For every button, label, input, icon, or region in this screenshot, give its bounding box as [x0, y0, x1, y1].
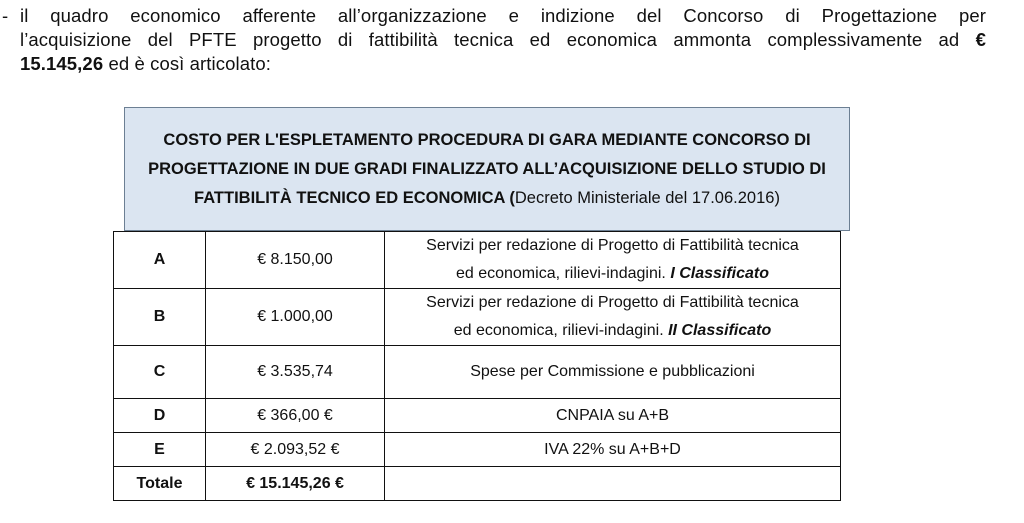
bullet-marker: - [2, 5, 9, 26]
table-row [114, 433, 841, 467]
row-id: B [114, 289, 206, 346]
intro-line-1: il quadro economico afferente all’organizzazione e indizione del Concorso di Progettazione per [20, 5, 986, 26]
desc-line-2: ed economica, rilievi-indagini. [455, 265, 666, 282]
intro-line-2-text: l’acquisizione del PFTE progetto di fattibilità tecnica ed economica ammonta complessivamente ad [20, 29, 960, 50]
desc-line-2: ed economica, rilievi-indagini. [453, 322, 664, 339]
row-description: IVA 22% su A+B+D [385, 433, 841, 467]
header-line-3-text: FATTIBILITÀ TECNICO ED ECONOMICA ( [194, 189, 515, 207]
row-description: Spese per Commissione e pubblicazioni [385, 346, 841, 399]
row-amount: € 366,00 € [206, 399, 385, 433]
total-amount: 15.145,26 [20, 53, 104, 74]
row-description [385, 232, 841, 289]
header-line-2: PROGETTAZIONE IN DUE GRADI FINALIZZATO ALL’ACQUISIZIONE DELLO STUDIO DI [148, 160, 826, 178]
table-row-total [114, 467, 841, 501]
total-label: Totale [114, 467, 206, 501]
row-id: D [114, 399, 206, 433]
table-row [114, 289, 841, 346]
desc-emphasis: I Classificato [670, 265, 770, 282]
desc-emphasis: II Classificato [668, 322, 772, 339]
total-description [385, 467, 841, 501]
row-id: C [114, 346, 206, 399]
table-row [114, 399, 841, 433]
intro-line-3 [20, 52, 986, 76]
row-amount: € 8.150,00 [206, 232, 385, 289]
header-line-1: COSTO PER L'ESPLETAMENTO PROCEDURA DI GARA MEDIANTE CONCORSO DI [163, 131, 811, 149]
row-amount: € 2.093,52 € [206, 433, 385, 467]
cost-table [113, 231, 841, 501]
desc-line-1: Servizi per redazione di Progetto di Fattibilità tecnica [426, 294, 799, 311]
table-row [114, 346, 841, 399]
intro-line-2 [20, 28, 986, 52]
row-description [385, 289, 841, 346]
total-value: € 15.145,26 € [206, 467, 385, 501]
table-row [114, 232, 841, 289]
table-header-box [124, 107, 850, 231]
intro-paragraph [2, 4, 986, 76]
row-id: A [114, 232, 206, 289]
euro-symbol: € [975, 29, 986, 50]
intro-line-3-text: ed è così articolato: [103, 53, 271, 74]
row-amount: € 1.000,00 [206, 289, 385, 346]
header-line-3 [125, 184, 849, 213]
row-description: CNPAIA su A+B [385, 399, 841, 433]
desc-line-1: Servizi per redazione di Progetto di Fattibilità tecnica [426, 237, 799, 254]
header-note: Decreto Ministeriale del 17.06.2016) [514, 189, 780, 207]
row-amount: € 3.535,74 [206, 346, 385, 399]
row-id: E [114, 433, 206, 467]
